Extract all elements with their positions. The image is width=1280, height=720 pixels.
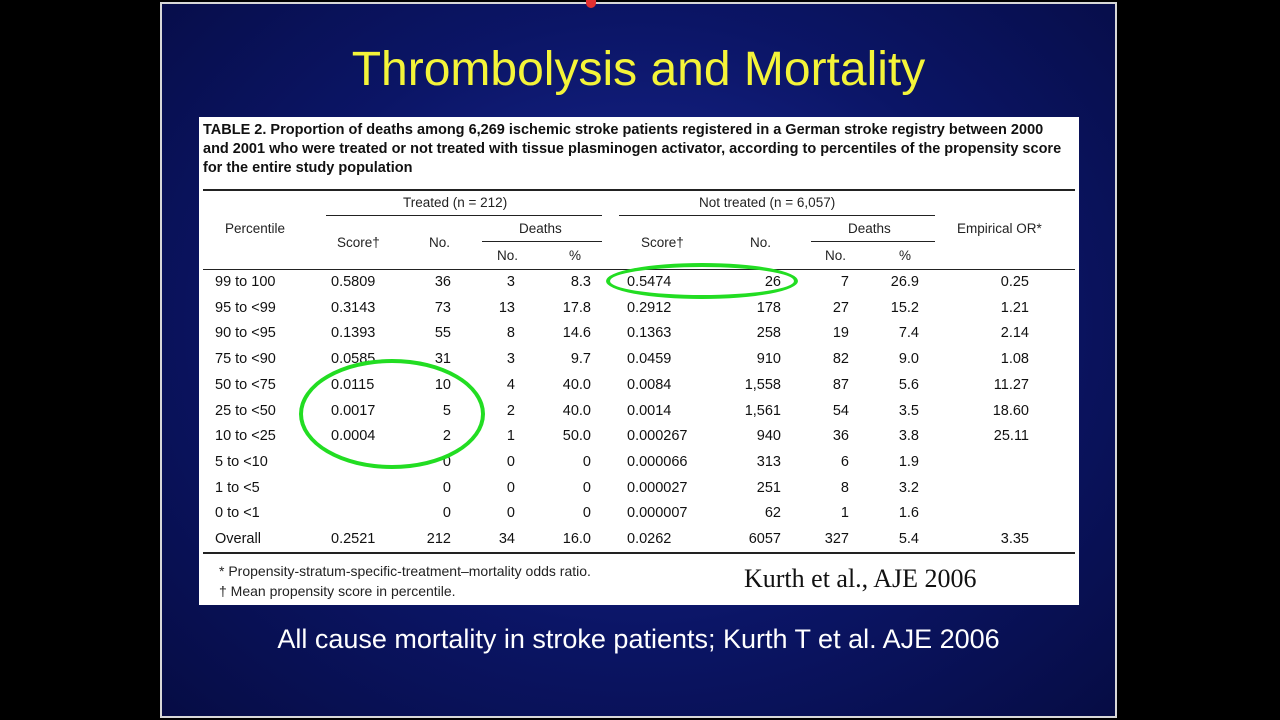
cell-t-score: 0.2521 (331, 531, 376, 547)
cell-n-no: 1,561 (744, 403, 781, 419)
footnote-score: † Mean propensity score in percentile. (219, 583, 456, 599)
cell-n-pct: 15.2 (890, 300, 919, 316)
cell-or: 1.21 (1000, 300, 1029, 316)
cell-t-score: 0.0115 (331, 377, 375, 393)
not-treated-rule (619, 215, 935, 216)
cell-n-deaths: 82 (832, 351, 849, 367)
cell-t-pct: 40.0 (562, 377, 591, 393)
cell-t-deaths: 8 (506, 325, 515, 341)
cell-n-no: 62 (764, 505, 781, 521)
cell-n-score: 0.0262 (627, 531, 672, 547)
cell-percentile: 95 to <99 (215, 300, 276, 316)
cell-n-score: 0.000066 (627, 454, 688, 470)
cell-n-no: 313 (756, 454, 781, 470)
cell-or: 18.60 (992, 403, 1029, 419)
header-treated-deaths-pct: % (569, 248, 582, 263)
cell-t-pct: 16.0 (562, 531, 591, 547)
cell-t-deaths: 0 (506, 480, 515, 496)
header-not-treated-score: Score† (641, 235, 684, 250)
cell-n-pct: 1.6 (898, 505, 919, 521)
table-caption: TABLE 2. Proportion of deaths among 6,269 ischemic stroke patients registered in a German stroke registry between 2000 and 2001 who were treated or not treated with tissue plasminogen activator, according to percentiles of the propensity score for the entire study population (203, 122, 1062, 176)
cell-t-score: 0.3143 (331, 300, 376, 316)
cell-t-pct: 9.7 (570, 351, 591, 367)
cell-percentile: 5 to <10 (215, 454, 268, 470)
cell-n-score: 0.0014 (627, 403, 672, 419)
cell-n-pct: 3.5 (898, 403, 919, 419)
cell-t-score: 0.5809 (331, 274, 376, 290)
cell-percentile: 1 to <5 (215, 480, 260, 496)
cell-t-score: 0.0585 (331, 351, 376, 367)
cell-n-deaths: 54 (832, 403, 849, 419)
cell-n-pct: 1.9 (898, 454, 919, 470)
cell-n-pct: 5.4 (898, 531, 919, 547)
cell-n-score: 0.000267 (627, 428, 688, 444)
cell-t-no: 0 (442, 505, 451, 521)
header-not-treated-no: No. (750, 235, 772, 250)
cell-t-no: 73 (434, 300, 451, 316)
header-not-treated-deaths-pct: % (899, 248, 912, 263)
cell-n-no: 940 (756, 428, 781, 444)
cell-n-pct: 3.2 (898, 480, 919, 496)
header-treated-deaths: Deaths (519, 221, 562, 236)
cell-t-pct: 14.6 (562, 325, 591, 341)
cell-t-pct: 0 (582, 454, 591, 470)
cell-or: 2.14 (1000, 325, 1029, 341)
cell-or: 25.11 (993, 428, 1029, 444)
cell-t-deaths: 3 (506, 351, 515, 367)
cell-percentile: 99 to 100 (215, 274, 276, 290)
cell-n-pct: 7.4 (898, 325, 919, 341)
cell-t-no: 31 (434, 351, 451, 367)
citation: Kurth et al., AJE 2006 (744, 564, 977, 593)
cell-t-no: 55 (434, 325, 451, 341)
cell-n-score: 0.0459 (627, 351, 672, 367)
slide-title: Thrombolysis and Mortality (351, 43, 926, 96)
cell-percentile: 50 to <75 (215, 377, 276, 393)
footnote-odds-ratio: * Propensity-stratum-specific-treatment–mortality odds ratio. (219, 563, 591, 579)
highlight-ellipse-treated (299, 359, 485, 469)
cell-t-no: 0 (442, 480, 451, 496)
cell-n-deaths: 19 (832, 325, 849, 341)
cell-t-deaths: 2 (506, 403, 515, 419)
highlight-ellipse-not-treated (606, 263, 798, 299)
table-figure (199, 117, 1079, 605)
cell-t-pct: 0 (582, 480, 591, 496)
cell-percentile: Overall (215, 531, 261, 547)
cell-t-pct: 40.0 (562, 403, 591, 419)
cell-n-pct: 3.8 (898, 428, 919, 444)
cell-t-pct: 50.0 (562, 428, 591, 444)
cell-n-score: 0.000007 (627, 505, 688, 521)
cell-percentile: 75 to <90 (215, 351, 276, 367)
header-not-treated-deaths: Deaths (848, 221, 891, 236)
cell-percentile: 90 to <95 (215, 325, 276, 341)
cell-n-deaths: 27 (832, 300, 849, 316)
header-treated-score: Score† (337, 235, 380, 250)
cell-t-score: 0.1393 (331, 325, 376, 341)
cell-or: 1.08 (1000, 351, 1029, 367)
cell-t-no: 2 (442, 428, 451, 444)
cell-or: 11.27 (993, 377, 1029, 393)
cell-n-no: 251 (756, 480, 781, 496)
cell-t-score: 0.0004 (331, 428, 376, 444)
cell-t-no: 36 (434, 274, 451, 290)
cell-n-score: 0.5474 (627, 274, 672, 290)
cell-n-no: 178 (756, 300, 781, 316)
treated-deaths-rule (482, 241, 602, 242)
cell-t-deaths: 0 (506, 454, 515, 470)
cell-n-score: 0.000027 (627, 480, 688, 496)
cell-n-pct: 26.9 (890, 274, 919, 290)
cell-n-no: 26 (764, 274, 781, 290)
cell-t-deaths: 13 (498, 300, 515, 316)
cell-n-no: 6057 (748, 531, 781, 547)
header-treated: Treated (n = 212) (403, 195, 508, 210)
cell-or: 0.25 (1000, 274, 1029, 290)
cell-percentile: 10 to <25 (215, 428, 276, 444)
header-treated-no: No. (429, 235, 451, 250)
header-percentile: Percentile (225, 221, 286, 236)
cell-n-pct: 9.0 (898, 351, 919, 367)
cell-n-no: 258 (756, 325, 781, 341)
cell-n-deaths: 7 (840, 274, 849, 290)
cell-n-deaths: 327 (824, 531, 849, 547)
slide (160, 2, 1117, 718)
cell-t-deaths: 3 (506, 274, 515, 290)
cell-t-no: 0 (442, 454, 451, 470)
treated-rule (326, 215, 602, 216)
cell-t-deaths: 4 (506, 377, 515, 393)
cell-percentile: 0 to <1 (215, 505, 260, 521)
cell-t-pct: 17.8 (562, 300, 591, 316)
cell-n-deaths: 6 (840, 454, 849, 470)
cell-t-deaths: 1 (506, 428, 515, 444)
cell-t-no: 10 (434, 377, 451, 393)
cell-t-pct: 8.3 (570, 274, 591, 290)
header-not-treated: Not treated (n = 6,057) (699, 195, 836, 210)
cell-t-no: 5 (442, 403, 451, 419)
cell-n-deaths: 87 (832, 377, 849, 393)
cell-n-deaths: 8 (840, 480, 849, 496)
bottom-rule (203, 552, 1075, 554)
top-rule (203, 189, 1075, 191)
cell-t-score: 0.0017 (331, 403, 376, 419)
header-treated-deaths-no: No. (497, 248, 519, 263)
cell-n-no: 910 (756, 351, 781, 367)
cell-n-deaths: 36 (832, 428, 849, 444)
header-not-treated-deaths-no: No. (825, 248, 847, 263)
cell-n-score: 0.0084 (627, 377, 672, 393)
header-empirical-or: Empirical OR* (957, 221, 1042, 236)
cell-percentile: 25 to <50 (215, 403, 276, 419)
slide-caption: All cause mortality in stroke patients; Kurth T et al. AJE 2006 (277, 624, 1000, 654)
cell-n-deaths: 1 (840, 505, 849, 521)
cell-or: 3.35 (1000, 531, 1029, 547)
cell-n-score: 0.2912 (627, 300, 672, 316)
cell-n-pct: 5.6 (898, 377, 919, 393)
not-treated-deaths-rule (811, 241, 935, 242)
cell-t-deaths: 0 (506, 505, 515, 521)
cell-t-pct: 0 (582, 505, 591, 521)
cell-n-no: 1,558 (744, 377, 781, 393)
cell-t-deaths: 34 (498, 531, 515, 547)
cell-n-score: 0.1363 (627, 325, 672, 341)
cell-t-no: 212 (426, 531, 451, 547)
